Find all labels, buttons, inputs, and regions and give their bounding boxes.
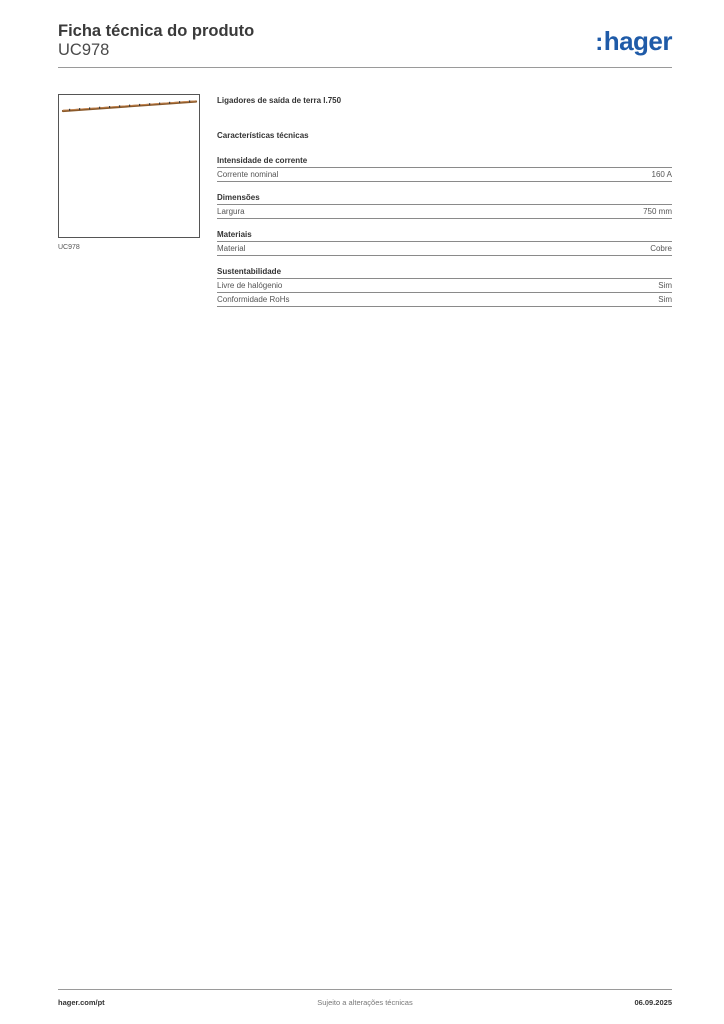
header-divider [58, 67, 672, 68]
document-title: Ficha técnica do produto [58, 22, 255, 40]
image-caption: UC978 [58, 244, 80, 251]
spec-group-sustainability [217, 266, 672, 307]
spec-label: Corrente nominal [217, 170, 279, 179]
spec-label: Conformidade RoHs [217, 295, 290, 304]
footer-date: 06.09.2025 [634, 998, 672, 1007]
spec-group-current [217, 155, 672, 182]
earth-bar-illustration [59, 95, 199, 237]
spec-group-dimensions [217, 192, 672, 219]
footer-divider [58, 989, 672, 990]
spec-group-title: Dimensões [217, 192, 672, 205]
spec-row [217, 168, 672, 182]
spec-group-title: Sustentabilidade [217, 266, 672, 279]
product-image [58, 94, 200, 238]
spec-group-title: Intensidade de corrente [217, 155, 672, 168]
hager-logo [595, 26, 672, 57]
spec-value: 750 mm [643, 207, 672, 216]
spec-row [217, 242, 672, 256]
spec-row [217, 293, 672, 307]
spec-label: Material [217, 244, 246, 253]
spec-label: Livre de halógenio [217, 281, 283, 290]
logo-colon: : [595, 29, 603, 56]
spec-label: Largura [217, 207, 245, 216]
spec-row [217, 205, 672, 219]
spec-value: Sim [658, 295, 672, 304]
spec-value: Sim [658, 281, 672, 290]
product-name: Ligadores de saída de terra l.750 [217, 96, 342, 105]
spec-group-title: Materiais [217, 229, 672, 242]
spec-row [217, 279, 672, 293]
footer-notice: Sujeito a alterações técnicas [317, 998, 413, 1007]
document-header [58, 21, 672, 59]
spec-group-materials [217, 229, 672, 256]
spec-value: 160 A [651, 170, 672, 179]
product-specs [217, 96, 672, 307]
spec-value: Cobre [650, 244, 672, 253]
section-title: Características técnicas [217, 131, 309, 140]
logo-text: hager [603, 26, 672, 56]
product-code: UC978 [58, 41, 110, 59]
footer-website-link[interactable]: hager.com/pt [58, 998, 105, 1007]
